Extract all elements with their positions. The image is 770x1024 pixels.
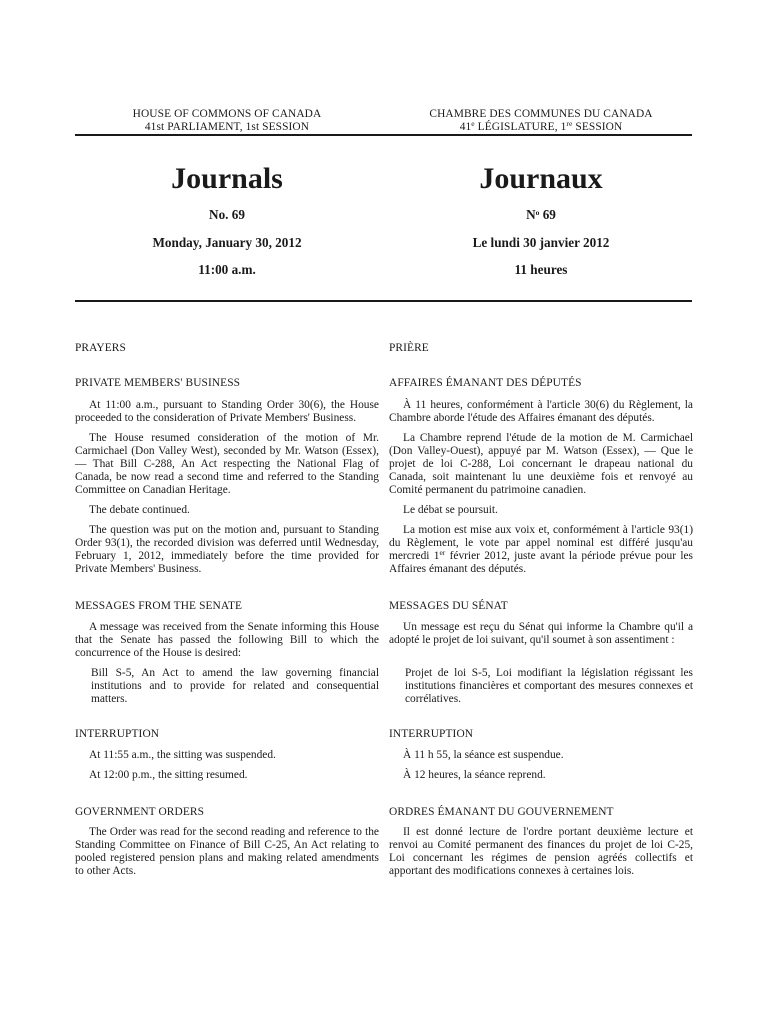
pmb-p4-fr-part2: février 2012, juste avant la période prévue pour les Affaires émanant des députés. bbox=[389, 550, 693, 576]
number-fr bbox=[389, 207, 693, 223]
heading-senate-fr: MESSAGES DU SÉNAT bbox=[389, 600, 508, 612]
heading-gov-en: GOVERNMENT ORDERS bbox=[75, 806, 205, 818]
header-en-line1: HOUSE OF COMMONS OF CANADA bbox=[132, 108, 322, 120]
interruption-p2-fr: À 12 heures, la séance reprend. bbox=[403, 769, 546, 781]
number-fr-value: 69 bbox=[539, 207, 556, 222]
pmb-p3-fr: Le débat se poursuit. bbox=[403, 504, 498, 516]
number-fr-n: N bbox=[526, 207, 536, 222]
interruption-p1-fr: À 11 h 55, la séance est suspendue. bbox=[403, 749, 564, 761]
header-fr-session: SESSION bbox=[572, 121, 623, 133]
header-fr bbox=[389, 108, 693, 134]
pmb-p2-en: The House resumed consideration of the motion of Mr. Carmichael (Don Valley West), seconded by Mr. Watson (Essex), — That Bill C-288, An Act respecting the National Flag of Canada, be now read a second time and referred to the Standing Committee on Canadian Heritage. bbox=[75, 432, 379, 497]
senate-bill-fr: Projet de loi S-5, Loi modifiant la législation régissant les institutions financières et comportant des mesures connexes et corrélatives. bbox=[405, 667, 693, 706]
pmb-p4-fr-sup: er bbox=[439, 548, 446, 558]
interruption-p1-en: At 11:55 a.m., the sitting was suspended. bbox=[89, 749, 276, 761]
gov-p1-en: The Order was read for the second reading and reference to the Standing Committee on Finance of Bill C-25, An Act relating to pooled registered pension plans and making related amendments to other Acts. bbox=[75, 826, 379, 878]
number-fr-sup: o bbox=[535, 208, 540, 217]
pmb-p1-en: At 11:00 a.m., pursuant to Standing Order 30(6), the House proceeded to the consideration of Private Members' Business. bbox=[75, 399, 379, 425]
senate-p1-en: A message was received from the Senate informing this House that the Senate has passed the following Bill to which the concurrence of the House is desired: bbox=[75, 621, 379, 660]
pmb-p2-fr: La Chambre reprend l'étude de la motion de M. Carmichael (Don Valley-Ouest), appuyé par M. Watson (Essex), — Que le projet de loi C-288, Loi concernant le drapeau national du Canada, soit maintenant lu une deuxième fois et renvoyé au Comité permanent du patrimoine canadien. bbox=[389, 432, 693, 497]
header-fr-sup2: re bbox=[566, 119, 573, 128]
gov-p1-fr: Il est donné lecture de l'ordre portant deuxième lecture et renvoi au Comité permanent des finances du projet de loi C-25, Loi concernant les régimes de pension agréés collectifs et apportant des modifications connexes à certaines lois. bbox=[389, 826, 693, 878]
masthead-rule bbox=[75, 300, 692, 302]
pmb-p1-fr: À 11 heures, conformément à l'article 30(6) du Règlement, la Chambre aborde l'étude des Affaires émanant des députés. bbox=[389, 399, 693, 425]
pmb-p3-en: The debate continued. bbox=[89, 504, 190, 516]
pmb-p4-en: The question was put on the motion and, pursuant to Standing Order 93(1), the recorded division was deferred until Wednesday, February 1, 2012, immediately before the time provided for Private Members' Business. bbox=[75, 524, 379, 576]
header-fr-ordinal: 41 bbox=[459, 121, 472, 133]
senate-bill-en: Bill S-5, An Act to amend the law governing financial institutions and to provide for related and consequential matters. bbox=[91, 667, 379, 706]
time-fr: 11 heures bbox=[514, 262, 568, 277]
heading-interruption-fr: INTERRUPTION bbox=[389, 728, 474, 740]
pmb-p4-fr-part1: La motion est mise aux voix et, conformément à l'article 93(1) du Règlement, le vote par appel nominal est différé jusqu'au mercredi 1 bbox=[389, 524, 693, 563]
header-fr-sup1: e bbox=[471, 119, 475, 128]
heading-pmb-en: PRIVATE MEMBERS' BUSINESS bbox=[75, 377, 241, 389]
title-en: Journals bbox=[171, 162, 283, 195]
title-fr: Journaux bbox=[479, 162, 603, 195]
pmb-p4-fr bbox=[389, 524, 693, 576]
header-rule bbox=[75, 134, 692, 136]
header-en-line2: 41st PARLIAMENT, 1st SESSION bbox=[144, 121, 310, 133]
interruption-p2-en: At 12:00 p.m., the sitting resumed. bbox=[89, 769, 248, 781]
heading-prayers-en: PRAYERS bbox=[75, 342, 126, 354]
header-en bbox=[75, 108, 379, 134]
heading-prayers-fr: PRIÈRE bbox=[389, 342, 429, 354]
header-fr-legislature: LÉGISLATURE, 1 bbox=[474, 121, 567, 133]
heading-interruption-en: INTERRUPTION bbox=[75, 728, 160, 740]
header-fr-line1: CHAMBRE DES COMMUNES DU CANADA bbox=[429, 108, 653, 120]
senate-p1-fr: Un message est reçu du Sénat qui informe la Chambre qu'il a adopté le projet de loi suivant, qu'il soumet à son assentiment : bbox=[389, 621, 693, 647]
time-en: 11:00 a.m. bbox=[198, 262, 256, 277]
heading-gov-fr: ORDRES ÉMANANT DU GOUVERNEMENT bbox=[389, 806, 614, 818]
date-en: Monday, January 30, 2012 bbox=[152, 235, 302, 250]
number-en: No. 69 bbox=[209, 207, 245, 222]
heading-senate-en: MESSAGES FROM THE SENATE bbox=[75, 600, 243, 612]
header-fr-line2 bbox=[389, 121, 693, 134]
heading-pmb-fr: AFFAIRES ÉMANANT DES DÉPUTÉS bbox=[389, 377, 582, 389]
date-fr: Le lundi 30 janvier 2012 bbox=[472, 235, 610, 250]
